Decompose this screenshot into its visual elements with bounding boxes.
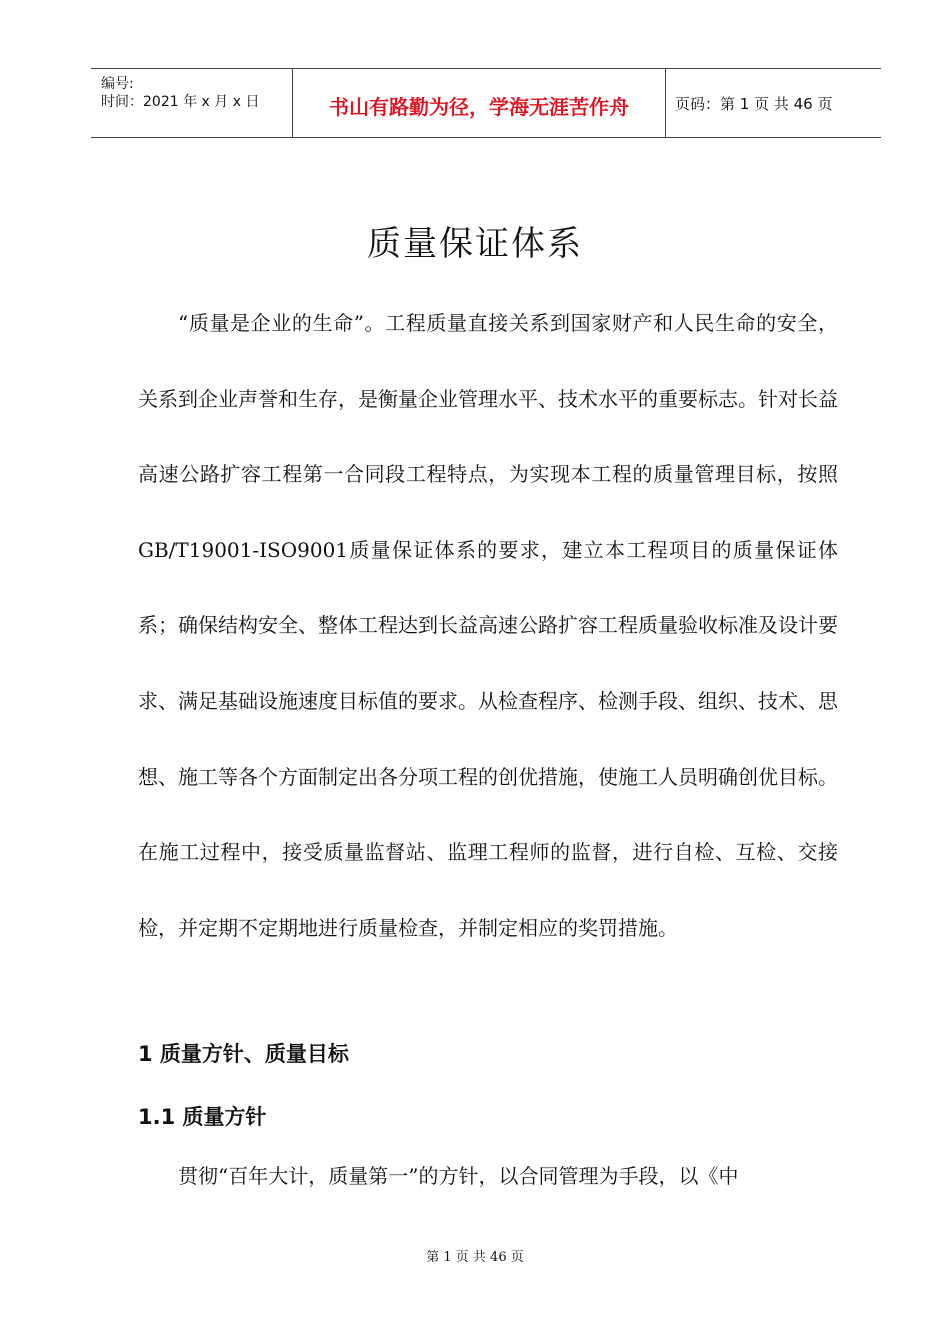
header-meta-cell — [91, 69, 292, 137]
section-1-1-paragraph: 贯彻“百年大计，质量第一”的方针，以合同管理为手段，以《中 — [178, 1164, 739, 1188]
header-page-info: 页码：第 1 页 共 46 页 — [675, 95, 833, 113]
header-page-cell — [665, 69, 881, 137]
document-time-label: 时间：2021 年 x 月 x 日 — [101, 94, 260, 110]
header-motto: 书山有路勤为径，学海无涯苦作舟 — [329, 95, 629, 119]
document-title: 质量保证体系 — [367, 224, 583, 264]
header-motto-cell — [292, 69, 666, 137]
document-code-label: 编号: — [101, 76, 134, 92]
intro-paragraph: “质量是企业的生命”。工程质量直接关系到国家财产和人民生命的安全，关系到企业声誉和生存，是衡量企业管理水平、技术水平的重要标志。针对长益高速公路扩容工程第一合同段工程特点，为实现本工程的质量管理目标，按照GB/T19001-ISO9001质量保证体系的要求，建立本工程项目的质量保证体系；确保结构安全、整体工程达到长益高速公路扩容工程质量验收标准及设计要求、满足基础设施速度目标值的要求。从检查程序、检测手段、组织、技术、思想、施工等各个方面制定出各分项工程的创优措施，使施工人员明确创优目标。在施工过程中，接受质量监督站、监理工程师的监督，进行自检、互检、交接检，并定期不定期地进行质量检查，并制定相应的奖罚措施。 — [138, 311, 838, 940]
page-footer: 第 1 页 共 46 页 — [426, 1250, 524, 1265]
page-header — [91, 68, 881, 138]
section-heading-1: 1 质量方针、质量目标 — [138, 1042, 349, 1066]
section-heading-1-1: 1.1 质量方针 — [138, 1105, 267, 1129]
